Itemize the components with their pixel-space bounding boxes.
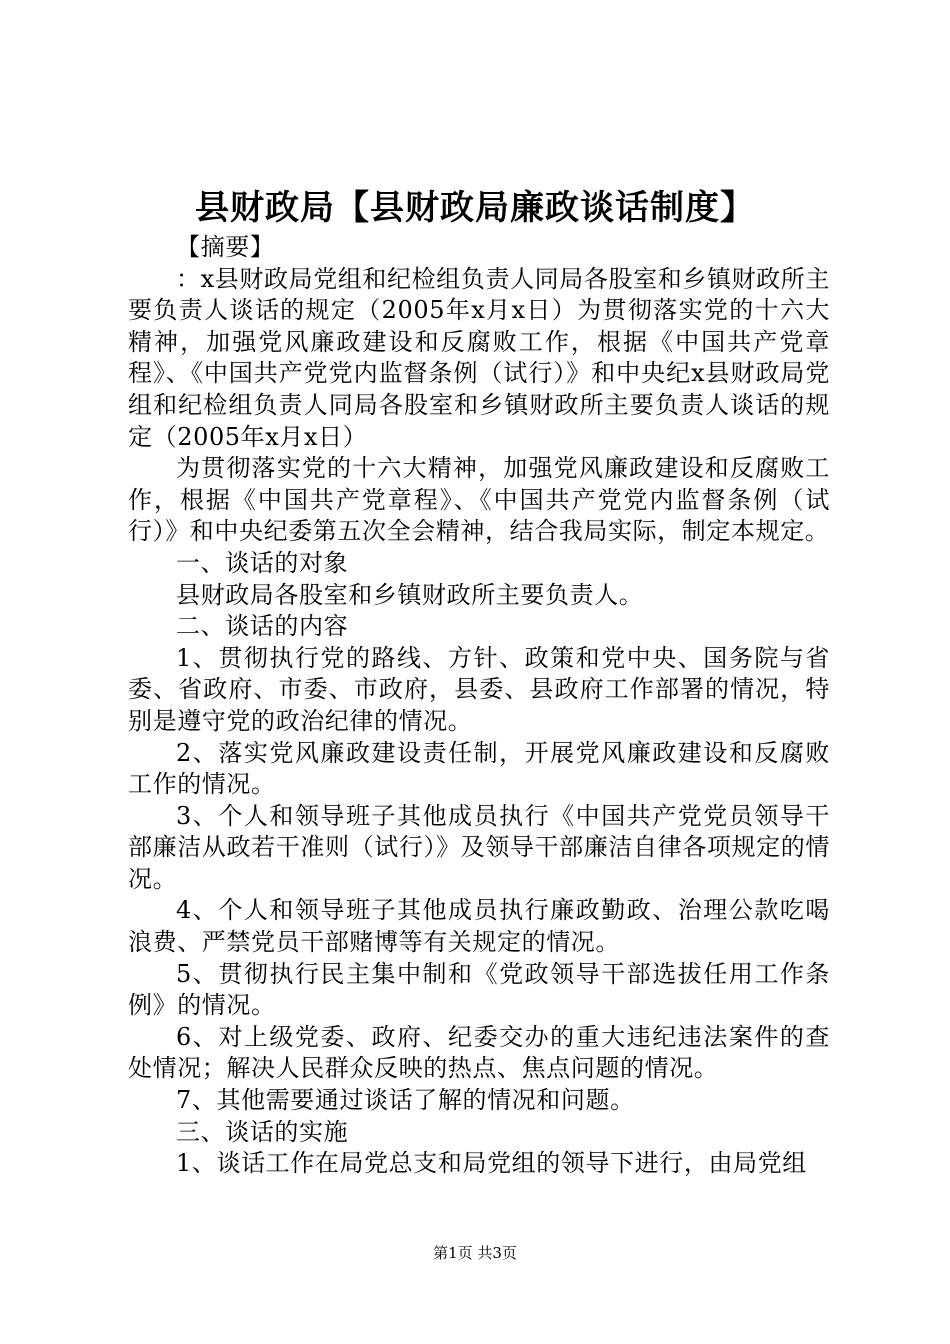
body-paragraph: 县财政局各股室和乡镇财政所主要负责人。 (176, 580, 644, 609)
document-body (128, 232, 830, 1180)
list-item: 5、贯彻执行民主集中制和《党政领导干部选拔任用工作条例》的情况。 (128, 959, 830, 1020)
abstract-text: ：x县财政局党组和纪检组负责人同局各股室和乡镇财政所主要负责人谈话的规定（2005年x月x日）为贯彻落实党的十六大精神，加强党风廉政建设和反腐败工作，根据《中国共产党章程》、《中国共产党党内监督条例（试行）》和中央纪x县财政局党组和纪检组负责人同局各股室和乡镇财政所主要负责人谈话的规定（2005年x月x日） (128, 264, 830, 451)
section-heading-2: 二、谈话的内容 (176, 612, 349, 641)
list-item: 1、贯彻执行党的路线、方针、政策和党中央、国务院与省委、省政府、市委、市政府，县委、县政府工作部署的情况，特别是遵守党的政治纪律的情况。 (128, 643, 830, 735)
list-item: 3、个人和领导班子其他成员执行《中国共产党党员领导干部廉洁从政若干准则（试行）》及领导干部廉洁自律各项规定的情况。 (128, 801, 830, 893)
list-item: 7、其他需要通过谈话了解的情况和问题。 (176, 1086, 635, 1115)
abstract-heading: 【摘要】 (176, 233, 275, 261)
document-title: 县财政局【县财政局廉政谈话制度】 (195, 188, 755, 228)
list-item: 4、个人和领导班子其他成员执行廉政勤政、治理公款吃喝浪费、严禁党员干部赌博等有关规定的情况。 (128, 896, 830, 957)
list-item: 2、落实党风廉政建设责任制，开展党风廉政建设和反腐败工作的情况。 (128, 738, 830, 799)
page-footer: 第1页 共3页 (433, 1244, 517, 1262)
list-item: 6、对上级党委、政府、纪委交办的重大违纪违法案件的查处情况；解决人民群众反映的热点、焦点问题的情况。 (128, 1022, 830, 1083)
list-item: 1、谈话工作在局党总支和局党组的领导下进行，由局党组 (176, 1149, 807, 1178)
intro-paragraph: 为贯彻落实党的十六大精神，加强党风廉政建设和反腐败工作，根据《中国共产党章程》、《中国共产党党内监督条例（试行）》和中央纪委第五次全会精神，结合我局实际，制定本规定。 (128, 454, 830, 546)
section-heading-3: 三、谈话的实施 (176, 1117, 349, 1146)
section-heading-1: 一、谈话的对象 (176, 548, 349, 577)
